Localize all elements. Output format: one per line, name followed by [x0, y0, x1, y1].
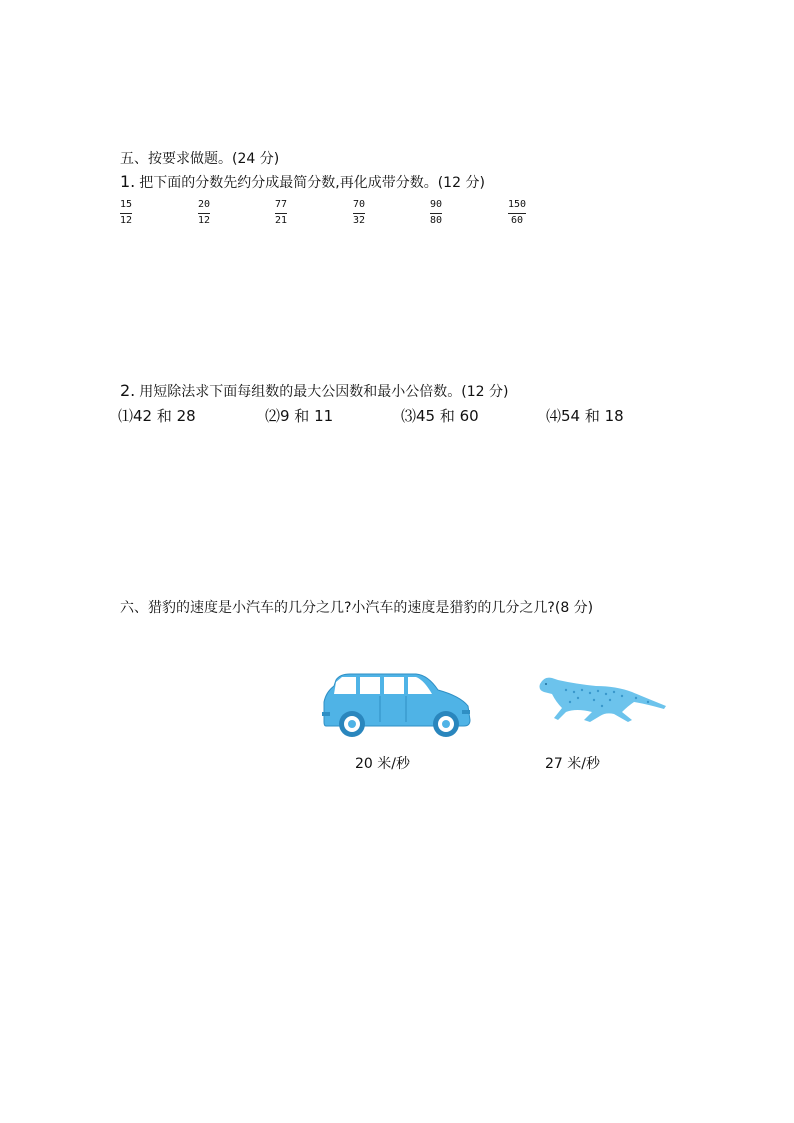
fraction-4-numerator: 70: [353, 199, 366, 210]
car-illustration: [320, 672, 472, 738]
fraction-2: [198, 199, 210, 227]
fraction-4: [353, 199, 365, 227]
cheetah-illustration: [536, 672, 668, 724]
number-pair-3: ⑶45 和 60: [401, 407, 479, 425]
cheetah-speed-label: 27 米/秒: [545, 756, 600, 772]
fraction-5-numerator: 90: [430, 199, 443, 210]
number-pair-2: ⑵9 和 11: [265, 407, 334, 425]
fraction-bar: [430, 213, 442, 214]
fraction-bar: [508, 213, 526, 214]
fraction-6-denominator: 60: [511, 215, 524, 226]
fraction-6-numerator: 150: [508, 199, 527, 210]
fraction-2-denominator: 12: [198, 215, 211, 226]
fraction-3-denominator: 21: [275, 215, 288, 226]
question1-number: 1.: [120, 172, 136, 191]
number-pair-4: ⑷54 和 18: [546, 407, 624, 425]
fraction-1-denominator: 12: [120, 215, 133, 226]
question2-title: [120, 381, 508, 401]
fraction-6: [508, 199, 526, 227]
fraction-4-denominator: 32: [353, 215, 366, 226]
question1-title: [120, 172, 485, 192]
fraction-bar: [353, 213, 365, 214]
fraction-1-numerator: 15: [120, 199, 133, 210]
fraction-2-numerator: 20: [198, 199, 211, 210]
fraction-bar: [198, 213, 210, 214]
number-pair-1: ⑴42 和 28: [118, 407, 196, 425]
fraction-bar: [275, 213, 287, 214]
fraction-3: [275, 199, 287, 227]
question2-text: 用短除法求下面每组数的最大公因数和最小公倍数。(12 分): [139, 384, 509, 400]
fraction-1: [120, 199, 132, 227]
fraction-5-denominator: 80: [430, 215, 443, 226]
question1-text: 把下面的分数先约分成最简分数,再化成带分数。(12 分): [139, 175, 485, 191]
section6-title: 六、猎豹的速度是小汽车的几分之几?小汽车的速度是猎豹的几分之几?(8 分): [120, 600, 594, 616]
fraction-3-numerator: 77: [275, 199, 288, 210]
fraction-bar: [120, 213, 132, 214]
section5-title: 五、按要求做题。(24 分): [120, 151, 280, 167]
fraction-5: [430, 199, 442, 227]
question2-number: 2.: [120, 381, 136, 400]
car-speed-label: 20 米/秒: [355, 756, 410, 772]
